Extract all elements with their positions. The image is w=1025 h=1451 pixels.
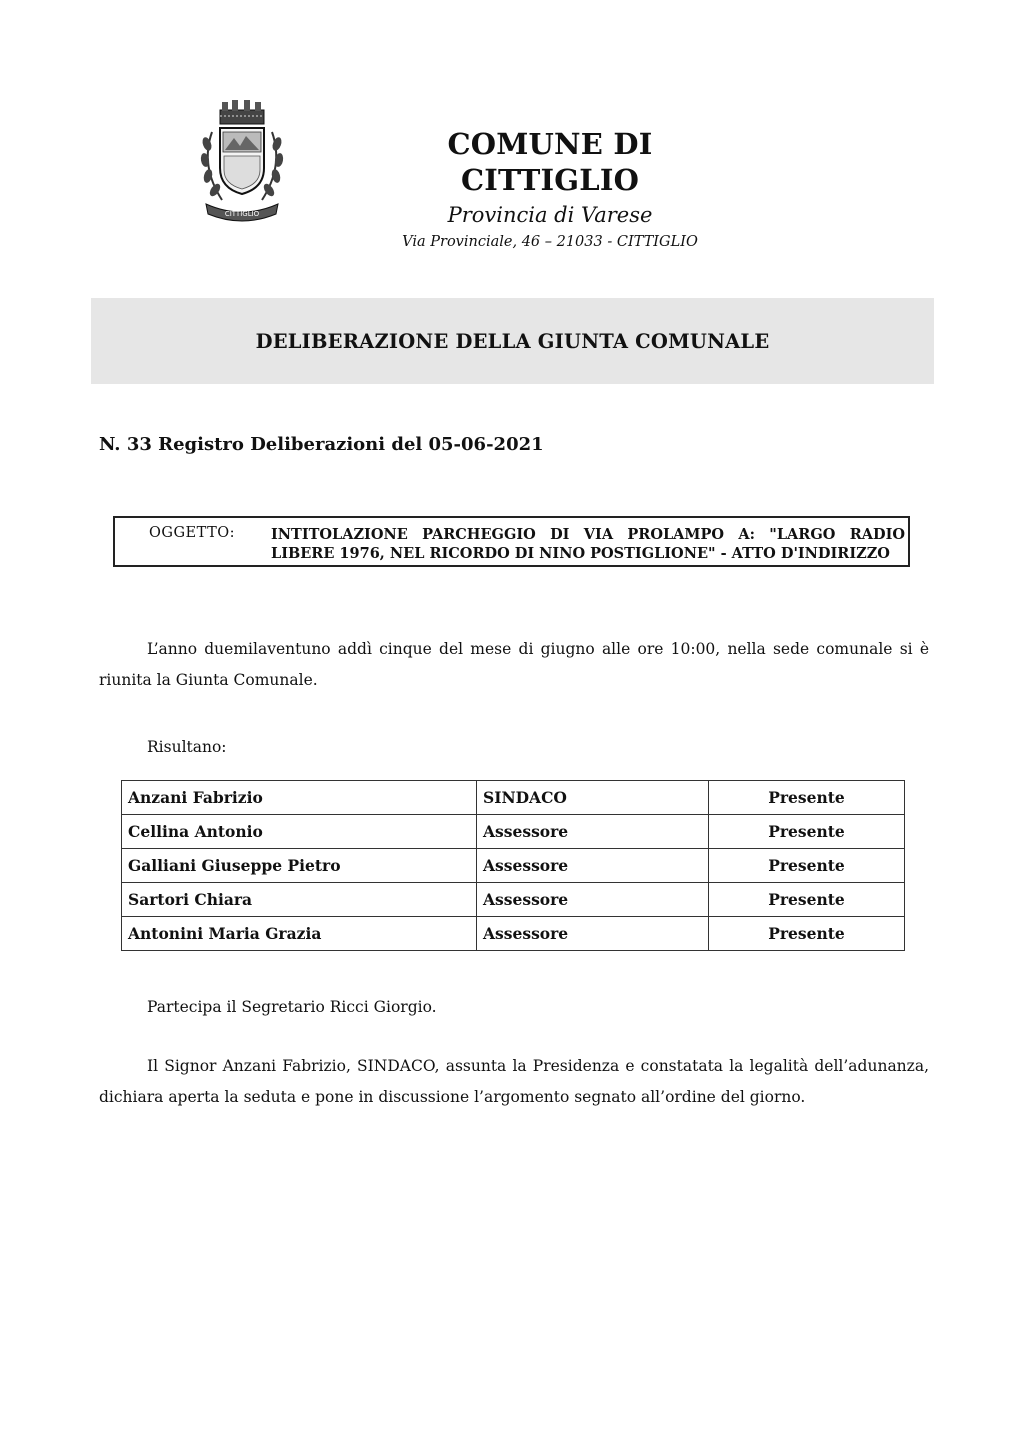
- member-role: Assessore: [477, 815, 709, 849]
- member-status: Presente: [709, 815, 905, 849]
- table-row: [122, 849, 905, 883]
- register-number: N. 33 Registro Deliberazioni del 05-06-2021: [99, 434, 544, 455]
- table-row: [122, 883, 905, 917]
- comune-name: COMUNE DI CITTIGLIO: [447, 127, 653, 197]
- secretary-text: Partecipa il Segretario Ricci Giorgio.: [147, 998, 437, 1016]
- member-name: Galliani Giuseppe Pietro: [122, 849, 477, 883]
- subject-box: [113, 516, 910, 567]
- table-row: [122, 917, 905, 951]
- subject-text: INTITOLAZIONE PARCHEGGIO DI VIA PROLAMPO A: "LARGO RADIO LIBERE 1976, NEL RICORDO DI NINO POSTIGLIONE" - ATTO D'INDIRIZZO: [271, 526, 905, 562]
- member-role: SINDACO: [477, 781, 709, 815]
- deliberation-title: DELIBERAZIONE DELLA GIUNTA COMUNALE: [255, 329, 770, 353]
- member-name: Antonini Maria Grazia: [122, 917, 477, 951]
- presidency-paragraph: [99, 1051, 929, 1113]
- member-name: Anzani Fabrizio: [122, 781, 477, 815]
- member-name: Cellina Antonio: [122, 815, 477, 849]
- table-row: [122, 815, 905, 849]
- risultano-paragraph: [99, 732, 929, 763]
- document-header: [360, 126, 740, 252]
- member-name: Sartori Chiara: [122, 883, 477, 917]
- member-status: Presente: [709, 781, 905, 815]
- member-role: Assessore: [477, 849, 709, 883]
- attendance-table: [121, 780, 905, 951]
- member-role: Assessore: [477, 917, 709, 951]
- provincia: Provincia di Varese: [447, 203, 653, 227]
- subject-label: OGGETTO:: [149, 525, 236, 541]
- table-row: [122, 781, 905, 815]
- member-role: Assessore: [477, 883, 709, 917]
- svg-text:CITTIGLIO: CITTIGLIO: [224, 210, 260, 218]
- member-status: Presente: [709, 883, 905, 917]
- coat-of-arms-logo: [192, 96, 292, 226]
- crest-icon: [192, 96, 292, 226]
- member-status: Presente: [709, 849, 905, 883]
- member-status: Presente: [709, 917, 905, 951]
- risultano-text: Risultano:: [147, 738, 227, 756]
- address: Via Provinciale, 46 – 21033 - CITTIGLIO: [402, 234, 698, 250]
- intro-paragraph: [99, 634, 929, 696]
- presidency-text: Il Signor Anzani Fabrizio, SINDACO, assunta la Presidenza e constatata la legalità dell’adunanza, dichiara aperta la seduta e pone in discussione l’argomento segnato all’ordine del giorno.: [99, 1057, 929, 1106]
- intro-text: L’anno duemilaventuno addì cinque del mese di giugno alle ore 10:00, nella sede comunale si è riunita la Giunta Comunale.: [99, 640, 929, 689]
- title-banner: [91, 298, 934, 384]
- secretary-paragraph: [99, 992, 929, 1023]
